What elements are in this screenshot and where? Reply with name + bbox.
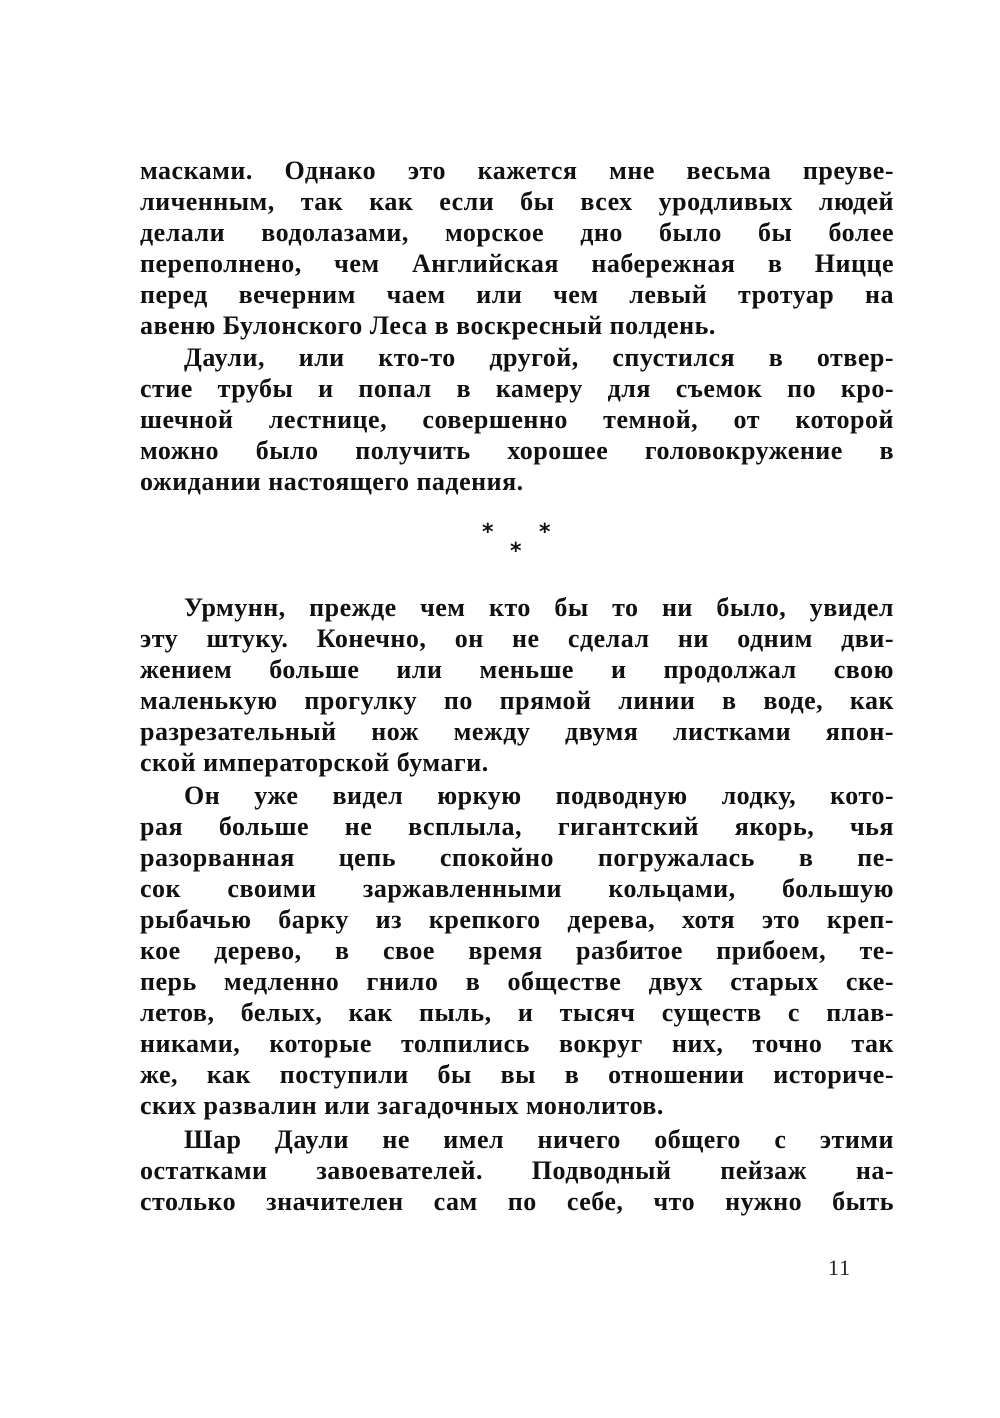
- text-line: переполнено, чем Английская набережная в Ницце: [140, 249, 894, 278]
- asterisk-right: *: [539, 520, 551, 545]
- text-line: ской императорской бумаги.: [140, 748, 489, 777]
- text-line: перь медленно гнило в обществе двух старых ске-: [140, 967, 894, 996]
- text-line: никами, которые толпились вокруг них, точно так: [140, 1029, 894, 1058]
- paragraph-3: [140, 592, 894, 778]
- text-line: масками. Однако это кажется мне весьма преуве-: [140, 156, 894, 185]
- text-line: жением больше или меньше и продолжал свою: [140, 655, 894, 684]
- text-line: Даули, или кто-то другой, спустился в отвер-: [184, 343, 894, 372]
- text-line: летов, белых, как пыль, и тысяч существ с плав-: [140, 998, 894, 1027]
- text-line: можно было получить хорошее головокружение в: [140, 436, 894, 465]
- asterisk-left: *: [482, 520, 494, 545]
- text-line: личенным, так как если бы всех уродливых людей: [140, 187, 894, 216]
- text-line: шечной лестнице, совершенно темной, от которой: [140, 405, 894, 434]
- text-line: рая больше не всплыла, гигантский якорь, чья: [140, 812, 894, 841]
- text-line: кое дерево, в свое время разбитое прибоем, те-: [140, 936, 894, 965]
- text-line: рыбачью барку из крепкого дерева, хотя это креп-: [140, 905, 894, 934]
- text-line: Он уже видел юркую подводную лодку, кото-: [184, 781, 894, 810]
- text-line: маленькую прогулку по прямой линии в воде, как: [140, 686, 894, 715]
- text-line: разорванная цепь спокойно погружалась в пе-: [140, 843, 894, 872]
- text-line: сок своими заржавленными кольцами, большую: [140, 874, 894, 903]
- text-line: перед вечерним чаем или чем левый тротуар на: [140, 280, 894, 309]
- text-line: Урмунн, прежде чем кто бы то ни было, увидел: [184, 593, 894, 622]
- text-line: делали водолазами, морское дно было бы более: [140, 218, 894, 247]
- paragraph-1: [140, 155, 894, 341]
- text-line: ских развалин или загадочных монолитов.: [140, 1091, 664, 1120]
- asterisk-bottom: *: [510, 539, 522, 564]
- page-number: 11: [828, 1255, 852, 1280]
- text-line: разрезательный нож между двумя листками япон-: [140, 717, 894, 746]
- text-line: эту штуку. Конечно, он не сделал ни одним дви-: [140, 624, 894, 653]
- text-line: столько значителен сам по себе, что нужно быть: [140, 1187, 894, 1216]
- text-line: ожидании настоящего падения.: [140, 467, 524, 496]
- text-line: Шар Даули не имел ничего общего с этими: [184, 1125, 894, 1154]
- paragraph-4: [140, 780, 894, 1121]
- text-line: авеню Булонского Леса в воскресный полдень.: [140, 311, 716, 340]
- paragraph-2: [140, 342, 894, 497]
- text-line: стие трубы и попал в камеру для съемок по кро-: [140, 374, 894, 403]
- paragraph-5: [140, 1124, 894, 1217]
- text-line: же, как поступили бы вы в отношении историче-: [140, 1060, 894, 1089]
- text-line: остатками завоевателей. Подводный пейзаж на-: [140, 1156, 894, 1185]
